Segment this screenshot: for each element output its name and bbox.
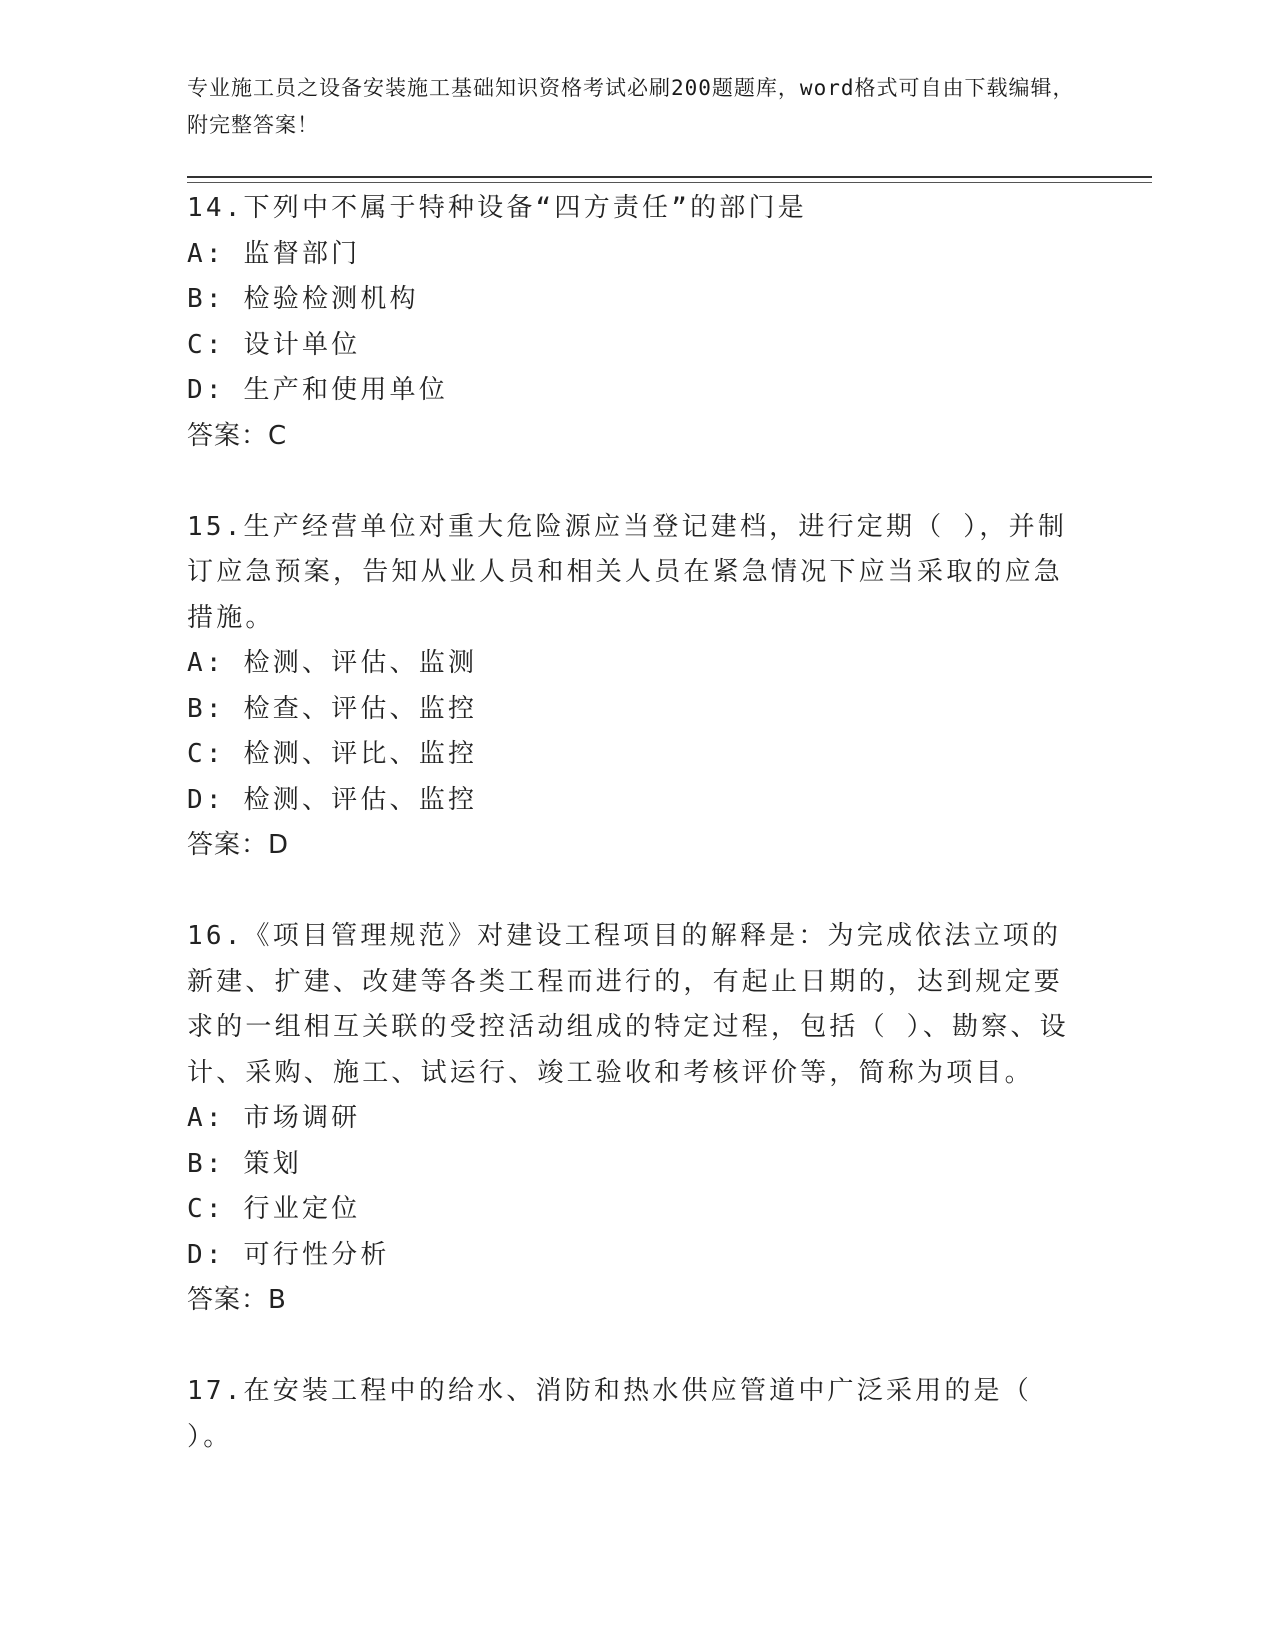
option-a: A: 市场调研 xyxy=(187,1103,361,1133)
header-divider xyxy=(187,176,1152,178)
question-text: 17.在安装工程中的给水、消防和热水供应管道中广泛采用的是（ ）。 xyxy=(187,1376,1032,1452)
option-d: D: 生产和使用单位 xyxy=(187,375,448,405)
answer: 答案：B xyxy=(187,1285,287,1315)
header-divider-thin xyxy=(187,182,1152,183)
option-a: A: 检测、评估、监测 xyxy=(187,648,478,678)
question-17 xyxy=(187,1369,1087,1460)
option-b: B: 检查、评估、监控 xyxy=(187,693,478,724)
option-d: D: 检测、评估、监控 xyxy=(187,784,478,815)
question-15 xyxy=(187,505,1087,869)
question-14 xyxy=(187,186,1087,459)
question-spacer xyxy=(187,459,1087,505)
question-spacer xyxy=(187,869,1087,915)
option-c: C: 检测、评比、监控 xyxy=(187,739,478,769)
option-b: B: 策划 xyxy=(187,1148,302,1179)
answer: 答案：C xyxy=(187,420,288,451)
answer: 答案：D xyxy=(187,830,290,860)
question-16 xyxy=(187,914,1087,1324)
option-d: D: 可行性分析 xyxy=(187,1239,390,1270)
question-text: 16.《项目管理规范》对建设工程项目的解释是：为完成依法立项的新建、扩建、改建等各类工程而进行的，有起止日期的，达到规定要求的一组相互关联的受控活动组成的特定过程，包括（ ）、勘察、设计、采购、施工、试运行、竣工验收和考核评价等，简称为项目。 xyxy=(187,921,1069,1088)
question-text: 14.下列中不属于特种设备“四方责任”的部门是 xyxy=(187,193,807,223)
question-text: 15.生产经营单位对重大危险源应当登记建档，进行定期（ ），并制订应急预案，告知从业人员和相关人员在紧急情况下应当采取的应急措施。 xyxy=(187,511,1068,633)
option-a: A: 监督部门 xyxy=(187,238,361,269)
question-spacer xyxy=(187,1324,1087,1370)
option-c: C: 行业定位 xyxy=(187,1194,361,1224)
document-header: 专业施工员之设备安装施工基础知识资格考试必刷200题题库，word格式可自由下载编辑，附完整答案！ xyxy=(187,76,1075,137)
option-b: B: 检验检测机构 xyxy=(187,284,419,314)
question-list xyxy=(187,186,1087,1460)
option-c: C: 设计单位 xyxy=(187,329,361,360)
